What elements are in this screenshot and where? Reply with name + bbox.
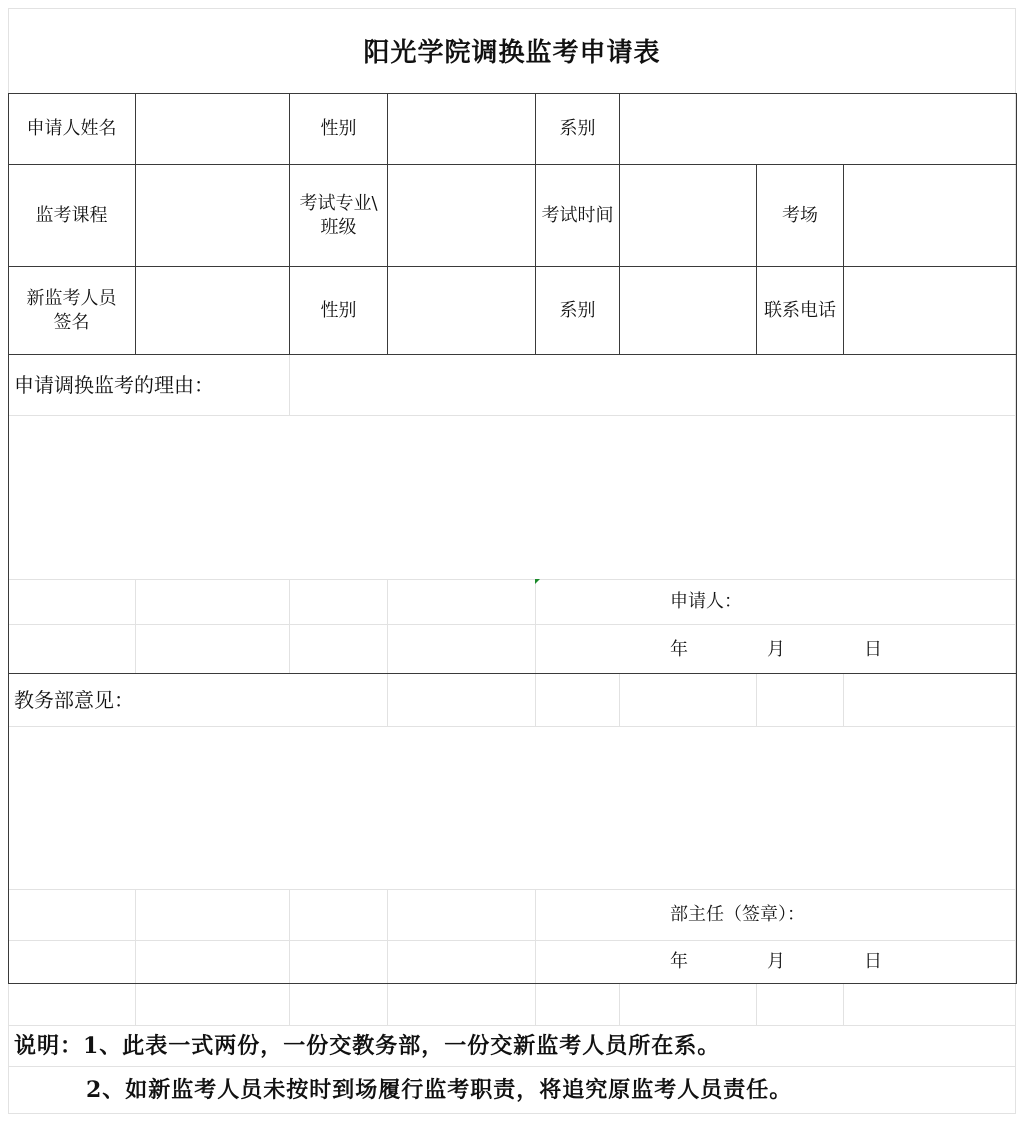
course-field[interactable] bbox=[136, 165, 289, 266]
grid-line bbox=[387, 889, 388, 983]
phone-label: 联系电话 bbox=[764, 299, 836, 321]
applicant-name-field[interactable] bbox=[136, 94, 289, 164]
course-label: 监考课程 bbox=[35, 204, 108, 226]
table-border bbox=[8, 983, 1017, 984]
grid-line bbox=[135, 579, 136, 674]
grid-line bbox=[619, 983, 620, 1025]
grid-line bbox=[756, 983, 757, 1025]
gender-field[interactable] bbox=[388, 94, 535, 164]
applicant-name-label: 申请人姓名 bbox=[26, 118, 117, 139]
new-gender-label: 性别 bbox=[320, 299, 357, 321]
grid-line bbox=[619, 674, 620, 726]
exam-time-label: 考试时间 bbox=[541, 204, 614, 226]
opinion-text-area[interactable] bbox=[9, 727, 1015, 889]
exam-time-field[interactable] bbox=[620, 165, 756, 266]
note-line-1: 说明：1、此表一式两份，一份交教务部，一份交新监考人员所在系。 bbox=[14, 1033, 721, 1059]
note-line-2: 2、如新监考人员未按时到场履行监考职责，将追究原监考人员责任。 bbox=[86, 1077, 793, 1103]
grid-line bbox=[535, 674, 536, 726]
director-date-day: 日 bbox=[864, 951, 882, 972]
reason-label: 申请调换监考的理由： bbox=[14, 373, 214, 397]
grid-line bbox=[756, 674, 757, 726]
grid-line bbox=[387, 983, 388, 1025]
gender-label: 性别 bbox=[320, 118, 357, 139]
major-class-label-line2: 班级 bbox=[320, 216, 357, 238]
major-class-field[interactable] bbox=[388, 165, 535, 266]
department-label: 系别 bbox=[559, 118, 596, 139]
new-department-label: 系别 bbox=[559, 299, 596, 321]
grid-line bbox=[289, 983, 290, 1025]
table-border bbox=[1016, 93, 1017, 984]
grid-line bbox=[135, 889, 136, 983]
exam-room-field[interactable] bbox=[844, 165, 1016, 266]
exam-room-label: 考场 bbox=[782, 204, 818, 226]
department-field[interactable] bbox=[620, 94, 1016, 164]
grid-line bbox=[135, 983, 136, 1025]
applicant-date-year: 年 bbox=[670, 638, 688, 660]
applicant-date-day: 日 bbox=[864, 638, 882, 660]
new-department-field[interactable] bbox=[620, 267, 756, 354]
grid-line bbox=[387, 579, 388, 674]
director-date-year: 年 bbox=[670, 951, 688, 972]
reason-text-area[interactable] bbox=[9, 416, 1015, 579]
grid-line bbox=[8, 624, 1016, 625]
director-signature-label: 部主任（签章）： bbox=[670, 904, 805, 925]
major-class-label bbox=[290, 165, 387, 266]
grid-line bbox=[8, 8, 1016, 9]
new-invigilator-label-line1: 新监考人员 bbox=[26, 287, 117, 309]
new-invigilator-label-line2: 签名 bbox=[53, 311, 90, 333]
phone-field[interactable] bbox=[844, 267, 1016, 354]
grid-line bbox=[535, 983, 536, 1025]
grid-line bbox=[289, 579, 290, 674]
grid-line bbox=[843, 674, 844, 726]
grid-line bbox=[843, 983, 844, 1025]
applicant-signature-label: 申请人： bbox=[670, 591, 742, 612]
grid-line bbox=[535, 889, 536, 983]
form-title: 阳光学院调换监考申请表 bbox=[363, 38, 661, 68]
cell-comment-marker bbox=[535, 579, 540, 584]
academic-affairs-opinion-label: 教务部意见： bbox=[14, 688, 134, 712]
grid-line bbox=[8, 1113, 1016, 1114]
major-class-label-line1: 考试专业\ bbox=[299, 192, 378, 214]
applicant-date-month: 月 bbox=[767, 638, 785, 660]
new-invigilator-signature-field[interactable] bbox=[136, 267, 289, 354]
grid-line bbox=[535, 579, 536, 674]
new-gender-field[interactable] bbox=[388, 267, 535, 354]
grid-line bbox=[289, 889, 290, 983]
director-date-month: 月 bbox=[767, 951, 785, 972]
new-invigilator-label bbox=[8, 267, 135, 354]
grid-line bbox=[289, 354, 290, 415]
grid-line bbox=[387, 674, 388, 726]
